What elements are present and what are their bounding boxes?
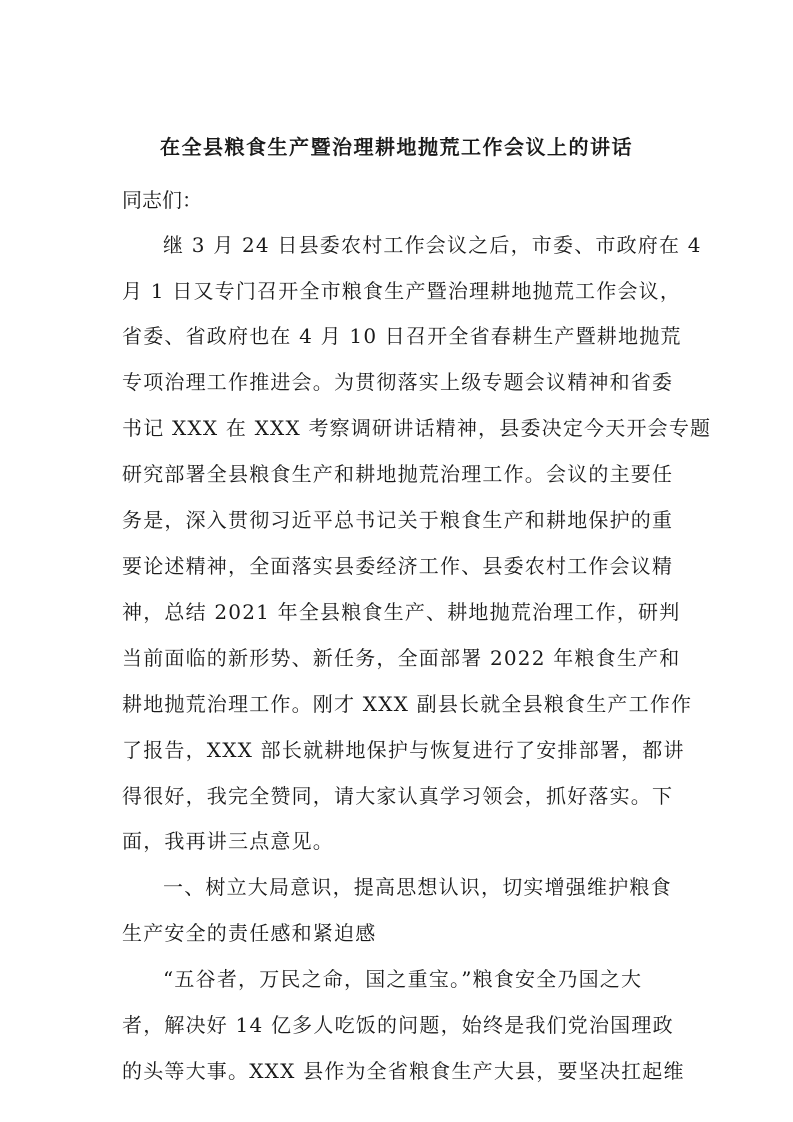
paragraph-line: 要论述精神，全面落实县委经济工作、县委农村工作会议精 xyxy=(122,554,674,578)
paragraph-line: 得很好，我完全赞同，请大家认真学习领会，抓好落实。下 xyxy=(122,784,674,808)
paragraph-line: 省委、省政府也在 4 月 10 日召开全省春耕生产暨耕地抛荒 xyxy=(122,324,682,348)
section-heading-line: 生产安全的责任感和紧迫感 xyxy=(122,921,377,945)
section-heading-line: 一、树立大局意识，提高思想认识，切实增强维护粮食 xyxy=(163,875,672,899)
paragraph-line: 务是，深入贯彻习近平总书记关于粮食生产和耕地保护的重 xyxy=(122,508,674,532)
paragraph-line: 了报告，XXX 部长就耕地保护与恢复进行了安排部署，都讲 xyxy=(122,738,685,762)
paragraph-line: 书记 XXX 在 XXX 考察调研讲话精神，县委决定今天开会专题 xyxy=(122,416,712,440)
salutation: 同志们： xyxy=(122,188,202,212)
paragraph-line: 当前面临的新形势、新任务，全面部署 2022 年粮食生产和 xyxy=(122,646,681,670)
paragraph-line: 耕地抛荒治理工作。刚才 XXX 副县长就全县粮食生产工作作 xyxy=(122,692,693,716)
paragraph-line: 者，解决好 14 亿多人吃饭的问题，始终是我们党治国理政 xyxy=(122,1013,674,1037)
paragraph-line: 专项治理工作推进会。为贯彻落实上级专题会议精神和省委 xyxy=(122,370,674,394)
paragraph-line: 继 3 月 24 日县委农村工作会议之后，市委、市政府在 4 xyxy=(163,233,702,257)
paragraph-line: 神，总结 2021 年全县粮食生产、耕地抛荒治理工作，研判 xyxy=(122,600,681,624)
paragraph-line: 月 1 日又专门召开全市粮食生产暨治理耕地抛荒工作会议， xyxy=(122,279,682,303)
document-title: 在全县粮食生产暨治理耕地抛荒工作会议上的讲话 xyxy=(160,135,633,159)
paragraph-line: 研究部署全县粮食生产和耕地抛荒治理工作。会议的主要任 xyxy=(122,462,674,486)
paragraph-line: “五谷者，万民之命，国之重宝。”粮食安全乃国之大 xyxy=(163,967,643,991)
paragraph-line: 面，我再讲三点意见。 xyxy=(122,829,334,853)
paragraph-line: 的头等大事。XXX 县作为全省粮食生产大县，要坚决扛起维 xyxy=(122,1059,685,1083)
